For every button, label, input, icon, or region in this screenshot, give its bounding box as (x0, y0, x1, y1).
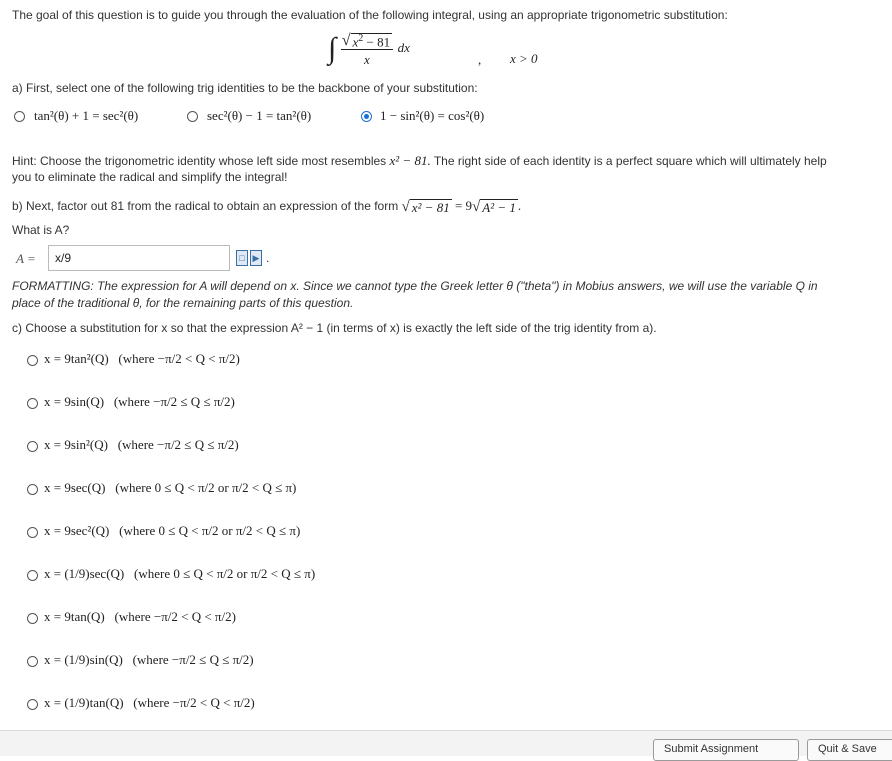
identity-option-3: 1 − sin²(θ) = cos²(θ) (380, 108, 485, 123)
substitution-radio-4[interactable] (27, 484, 38, 495)
answer-input-A[interactable] (48, 245, 230, 271)
substitution-option-2: x = 9sin(Q) (where −π/2 ≤ Q ≤ π/2) (44, 394, 235, 409)
substitution-option-1: x = 9tan²(Q) (where −π/2 < Q < π/2) (44, 351, 240, 366)
part-b-prompt: b) Next, factor out 81 from the radical to obtain an expression of the form √ x² − 81 = 9 √ A² − 1 . (12, 198, 522, 215)
substitution-radio-2[interactable] (27, 398, 38, 409)
part-b-form: √ x² − 81 = 9 √ A² − 1 . (401, 198, 522, 215)
part-a-prompt: a) First, select one of the following trig identities to be the backbone of your substitution: (12, 81, 478, 95)
substitution-option-3: x = 9sin²(Q) (where −π/2 ≤ Q ≤ π/2) (44, 437, 239, 452)
integral-comma: , (478, 52, 482, 67)
identity-radio-2[interactable] (187, 111, 198, 122)
part-b-question: What is A? (12, 223, 70, 237)
hint-line-1: Hint: Choose the trigonometric identity whose left side most resembles x² − 81. The right side of each identity is a perfect square which will ultimately help (12, 153, 827, 168)
substitution-radio-7[interactable] (27, 613, 38, 624)
submit-assignment-button[interactable]: Submit Assignment (653, 739, 799, 761)
substitution-radio-3[interactable] (27, 441, 38, 452)
formatting-line-2: place of the traditional θ, for the remaining parts of this question. (12, 296, 354, 310)
identity-radio-3-selected[interactable] (361, 111, 372, 122)
substitution-radio-1[interactable] (27, 355, 38, 366)
answer-period: . (266, 251, 270, 265)
hint-line-2: you to eliminate the radical and simplify the integral! (12, 170, 288, 184)
quit-save-button[interactable]: Quit & Save (807, 739, 892, 761)
integral-condition: x > 0 (510, 51, 538, 66)
identity-option-1: tan²(θ) + 1 = sec²(θ) (34, 108, 139, 123)
integral-dx: dx (397, 40, 410, 56)
substitution-option-5: x = 9sec²(Q) (where 0 ≤ Q < π/2 or π/2 < Q ≤ π) (44, 523, 301, 538)
preview-icon[interactable]: □ ▶ (236, 250, 264, 268)
substitution-radio-8[interactable] (27, 656, 38, 667)
identity-radio-1[interactable] (14, 111, 25, 122)
integral-var: x (352, 34, 359, 50)
substitution-option-8: x = (1/9)sin(Q) (where −π/2 ≤ Q ≤ π/2) (44, 652, 254, 667)
substitution-radio-6[interactable] (27, 570, 38, 581)
answer-label: A = (16, 251, 36, 266)
identity-option-2: sec²(θ) − 1 = tan²(θ) (207, 108, 312, 123)
substitution-radio-5[interactable] (27, 527, 38, 538)
substitution-option-7: x = 9tan(Q) (where −π/2 < Q < π/2) (44, 609, 236, 624)
substitution-option-4: x = 9sec(Q) (where 0 ≤ Q < π/2 or π/2 < Q ≤ π) (44, 480, 297, 495)
integral-fraction: √ $x^2 - 81$ x (341, 33, 393, 66)
integral-expression (328, 32, 410, 78)
formatting-line-1: FORMATTING: The expression for A will depend on x. Since we cannot type the Greek letter θ ("theta") in Mobius answers, we will use the variable Q in (12, 279, 818, 293)
substitution-option-6: x = (1/9)sec(Q) (where 0 ≤ Q < π/2 or π/2 < Q ≤ π) (44, 566, 316, 581)
part-c-prompt: c) Choose a substitution for x so that the expression A² − 1 (in terms of x) is exactly the left side of the trig identity from a). (12, 321, 657, 335)
substitution-radio-9[interactable] (27, 699, 38, 710)
substitution-option-9: x = (1/9)tan(Q) (where −π/2 < Q < π/2) (44, 695, 255, 710)
integral-denominator: x (364, 51, 370, 67)
integral-sign: ∫ (328, 32, 337, 65)
intro-text: The goal of this question is to guide you through the evaluation of the following integral, using an appropriate trigonometric substitution: (12, 8, 728, 22)
